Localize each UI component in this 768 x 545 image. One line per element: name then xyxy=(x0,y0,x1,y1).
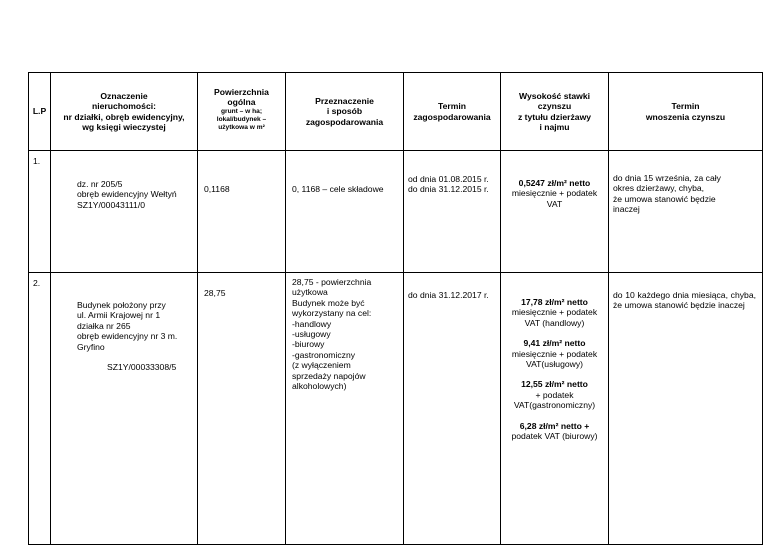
row-ksiega-wieczysta: SZ1Y/00033308/5 xyxy=(107,362,177,373)
row-lp: 2. xyxy=(29,273,51,545)
header-wysokosc-stawki: Wysokość stawki czynszu z tytułu dzierżawy i najmu xyxy=(501,73,609,151)
row-stawki xyxy=(501,273,609,545)
row-termin-zagospodarowania: do dnia 31.12.2017 r. xyxy=(404,273,501,545)
row-oznaczenie: Budynek położony przy ul. Armii Krajowej nr 1 działka nr 265 obręb ewidencyjny nr 3 m. Gryfino SZ1Y/00033308/5 xyxy=(51,273,198,545)
header-lp: L.P xyxy=(29,73,51,151)
row-przeznaczenie: 28,75 - powierzchnia użytkowa Budynek może być wykorzystany na cel: -handlowy -usługowy -biurowy -gastronomiczny (z wyłączeniem sprzedaży napojów alkoholowych) xyxy=(286,273,404,545)
row-stawka: 0,5247 zł/m² netto miesięcznie + podatek VAT xyxy=(501,151,609,273)
row-oznaczenie: dz. nr 205/5 obręb ewidencyjny Wełtyń SZ1Y/00043111/0 xyxy=(51,151,198,273)
header-termin-wnoszenia: Termin wnoszenia czynszu xyxy=(609,73,763,151)
row-powierzchnia: 28,75 xyxy=(198,273,286,545)
header-row xyxy=(29,73,763,151)
header-oznaczenie: Oznaczenie nieruchomości: nr działki, obręb ewidencyjny, wg księgi wieczystej xyxy=(51,73,198,151)
row-termin-wnoszenia: do dnia 15 września, za cały okres dzierżawy, chyba, że umowa stanowić będzie inaczej xyxy=(609,151,763,273)
stawka-biurowy: 6,28 zł/m² netto + podatek VAT (biurowy) xyxy=(511,420,598,442)
stawka-handlowy: 17,78 zł/m² netto miesięcznie + podatek VAT (handlowy) xyxy=(511,297,598,328)
table-row xyxy=(29,273,763,545)
row-termin-zagospodarowania: od dnia 01.08.2015 r. do dnia 31.12.2015 r. xyxy=(404,151,501,273)
lease-table xyxy=(28,72,763,545)
table-row xyxy=(29,151,763,273)
row-przeznaczenie: 0, 1168 – cele składowe xyxy=(286,151,404,273)
header-termin-zagospodarowania: Termin zagospodarowania xyxy=(404,73,501,151)
header-powierzchnia: Powierzchnia ogólna grunt – w ha; lokal/budynek – użytkowa w m² xyxy=(198,73,286,151)
stawka-gastronomiczny: 12,55 zł/m² netto + podatek VAT(gastronomiczny) xyxy=(513,379,596,411)
row-powierzchnia: 0,1168 xyxy=(198,151,286,273)
header-przeznaczenie: Przeznaczenie i sposób zagospodarowania xyxy=(286,73,404,151)
row-termin-wnoszenia: do 10 każdego dnia miesiąca, chyba, że umowa stanowić będzie inaczej xyxy=(609,273,763,545)
row-lp: 1. xyxy=(29,151,51,273)
stawka-uslugowy: 9,41 zł/m² netto miesięcznie + podatek VAT(usługowy) xyxy=(511,338,598,370)
